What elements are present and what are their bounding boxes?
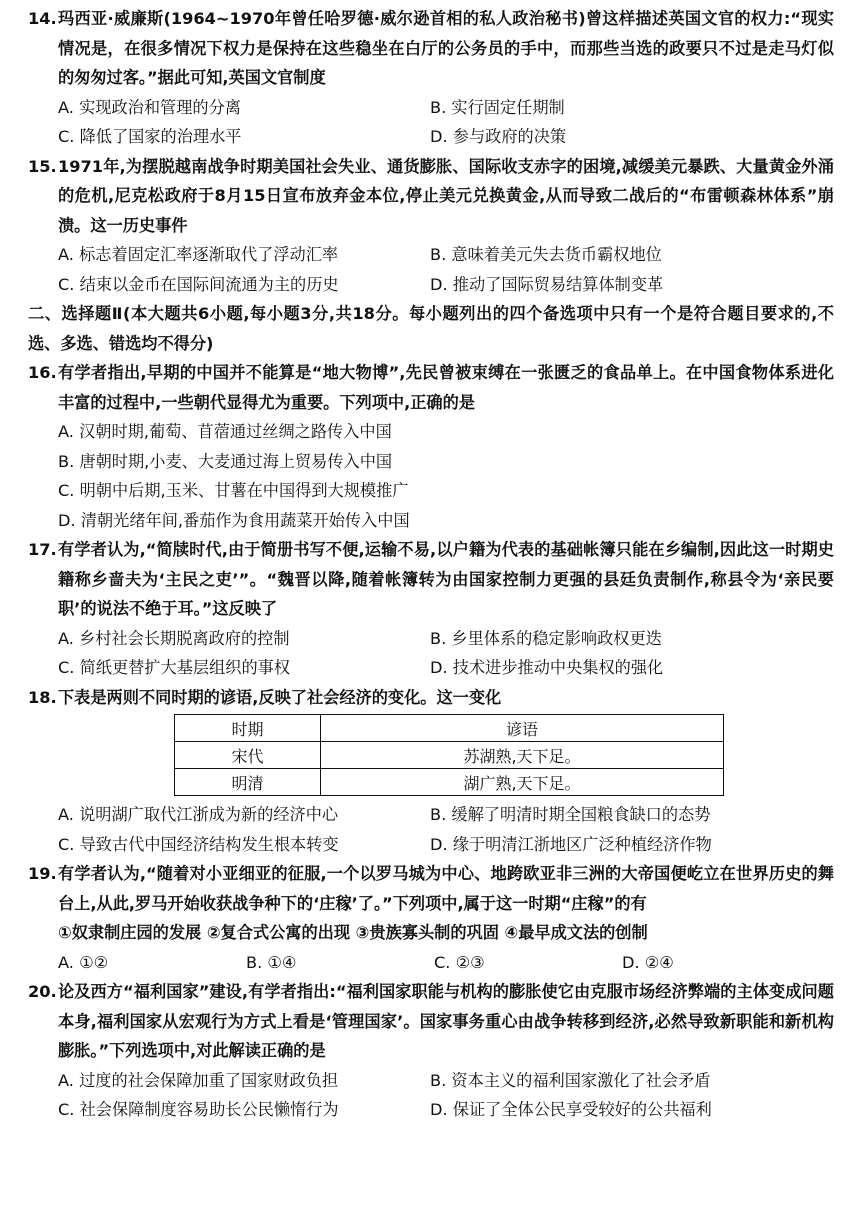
table-row <box>175 742 724 769</box>
question-text: 有学者认为,“简牍时代,由于简册书写不便,运输不易,以户籍为代表的基础帐簿只能在乡编制,因此这一时期史籍称乡啬夫为‘主民之吏’”。“魏晋以降,随着帐簿转为由国家控制力更强的县廷负责制作,称县令为‘亲民要职’的说法不绝于耳。”这反映了 <box>58 540 834 618</box>
option-c[interactable]: C. ②③ <box>434 952 485 972</box>
option-b[interactable]: B. ①④ <box>246 952 297 972</box>
option-c[interactable]: C. 简纸更替扩大基层组织的事权 <box>58 658 291 677</box>
question-number: 15. <box>28 156 57 176</box>
question-text: 玛西亚·威廉斯(1964~1970年曾任哈罗德·威尔逊首相的私人政治秘书)曾这样描述英国文官的权力:“现实情况是，在很多情况下权力是保持在这些稳坐在白厅的公务员的手中，而那些当选的政要只不过是走马灯似的匆匆过客。”据此可知,英国文官制度 <box>58 9 834 87</box>
question-number: 17. <box>28 540 57 559</box>
option-c[interactable]: C. 社会保障制度容易助长公民懒惰行为 <box>58 1100 339 1119</box>
table-cell: 宋代 <box>175 742 321 769</box>
option-c[interactable]: C. 明朝中后期,玉米、甘薯在中国得到大规模推广 <box>58 481 409 500</box>
table-cell: 明清 <box>175 769 321 796</box>
section-heading: 二、选择题Ⅱ(本大题共6小题,每小题3分,共18分。每小题列出的四个备选项中只有一个是符合题目要求的,不选、多选、错选均不得分) <box>28 304 834 353</box>
option-c[interactable]: C. 结束以金币在国际间流通为主的历史 <box>58 274 339 294</box>
question-16 <box>28 358 834 535</box>
question-text: 下表是两则不同时期的谚语,反映了社会经济的变化。这一变化 <box>58 687 502 707</box>
options-grid <box>28 240 834 299</box>
option-b[interactable]: B. 唐朝时期,小麦、大麦通过海上贸易传入中国 <box>58 451 393 471</box>
table-header-cell: 谚语 <box>321 715 724 742</box>
option-d[interactable]: D. 清朝光绪年间,番茄作为食用蔬菜开始传入中国 <box>58 510 410 530</box>
table-header-row <box>175 715 724 742</box>
option-a[interactable]: A. 说明湖广取代江浙成为新的经济中心 <box>58 805 339 824</box>
question-17 <box>28 535 834 683</box>
options-row <box>28 948 834 978</box>
option-b[interactable]: B. 实行固定任期制 <box>430 97 565 117</box>
option-d[interactable]: D. 保证了全体公民享受较好的公共福利 <box>430 1100 712 1119</box>
question-text: 有学者指出,早期的中国并不能算是“地大物博”,先民曾被束缚在一张匮乏的食品单上。在中国食物体系进化丰富的过程中,一些朝代显得尤为重要。下列项中,正确的是 <box>58 363 834 412</box>
question-number: 20. <box>28 982 57 1001</box>
question-number: 16. <box>28 363 57 382</box>
option-a[interactable]: A. 乡村社会长期脱离政府的控制 <box>58 628 290 648</box>
option-a[interactable]: A. 过度的社会保障加重了国家财政负担 <box>58 1070 339 1090</box>
question-number: 19. <box>28 864 57 883</box>
question-text: 论及西方“福利国家”建设,有学者指出:“福利国家职能与机构的膨胀使它由克服市场经济弊端的主体变成问题本身,福利国家从宏观行为方式上看是‘管理国家’。国家事务重心由战争转移到经济,必然导致新职能和新机构膨胀。”下列选项中,对此解读正确的是 <box>58 982 834 1060</box>
option-b[interactable]: B. 缓解了明清时期全国粮食缺口的态势 <box>430 805 711 824</box>
table-cell: 苏湖熟,天下足。 <box>321 742 724 769</box>
question-number: 14. <box>28 9 57 28</box>
option-a[interactable]: A. 汉朝时期,葡萄、苜蓿通过丝绸之路传入中国 <box>58 422 392 441</box>
question-stem <box>28 859 834 918</box>
option-d[interactable]: D. 推动了国际贸易结算体制变革 <box>430 274 664 294</box>
options-grid <box>28 1066 834 1125</box>
option-a[interactable]: A. 实现政治和管理的分离 <box>58 97 241 117</box>
question-stem <box>28 683 834 713</box>
option-b[interactable]: B. 意味着美元失去货币霸权地位 <box>430 245 662 264</box>
question-20 <box>28 977 834 1125</box>
option-b[interactable]: B. 乡里体系的稳定影响政权更迭 <box>430 628 662 648</box>
option-d[interactable]: D. 技术进步推动中央集权的强化 <box>430 658 664 677</box>
question-text: 1971年,为摆脱越南战争时期美国社会失业、通货膨胀、国际收支赤字的困境,减缓美元暴跌、大量黄金外涌的危机,尼克松政府于8月15日宣布放弃金本位,停止美元兑换黄金,从而导致二战后的“布雷顿森林体系”崩溃。这一历史事件 <box>58 156 834 235</box>
question-15 <box>28 152 834 300</box>
options-grid <box>28 93 834 152</box>
question-stem <box>28 358 834 417</box>
proverb-table <box>174 714 724 796</box>
option-a[interactable]: A. ①② <box>58 952 109 972</box>
option-a[interactable]: A. 标志着固定汇率逐渐取代了浮动汇率 <box>58 245 339 264</box>
table-row <box>175 769 724 796</box>
question-19 <box>28 859 834 977</box>
question-18 <box>28 683 834 860</box>
table-header-cell: 时期 <box>175 715 321 742</box>
option-d[interactable]: D. 参与政府的决策 <box>430 127 567 146</box>
option-d[interactable]: D. 缘于明清江浙地区广泛种植经济作物 <box>430 834 712 854</box>
options-grid <box>28 800 834 859</box>
question-stem <box>28 4 834 93</box>
table-cell: 湖广熟,天下足。 <box>321 769 724 796</box>
question-14 <box>28 4 834 152</box>
numbered-items: ①奴隶制庄园的发展 ②复合式公寓的出现 ③贵族寡头制的巩固 ④最早成文法的创制 <box>58 923 648 942</box>
option-d[interactable]: D. ②④ <box>622 952 674 972</box>
question-stem <box>28 977 834 1066</box>
question-number: 18. <box>28 687 57 707</box>
option-c[interactable]: C. 导致古代中国经济结构发生根本转变 <box>58 834 339 854</box>
options-grid <box>28 624 834 683</box>
question-stem <box>28 535 834 624</box>
option-c[interactable]: C. 降低了国家的治理水平 <box>58 127 242 146</box>
option-b[interactable]: B. 资本主义的福利国家激化了社会矛盾 <box>430 1070 711 1090</box>
question-text: 有学者认为,“随着对小亚细亚的征服,一个以罗马城为中心、地跨欧亚非三洲的大帝国便屹立在世界历史的舞台上,从此,罗马开始收获战争种下的‘庄稼’了。”下列项中,属于这一时期“庄稼”的有 <box>58 864 834 913</box>
question-stem <box>28 152 834 241</box>
